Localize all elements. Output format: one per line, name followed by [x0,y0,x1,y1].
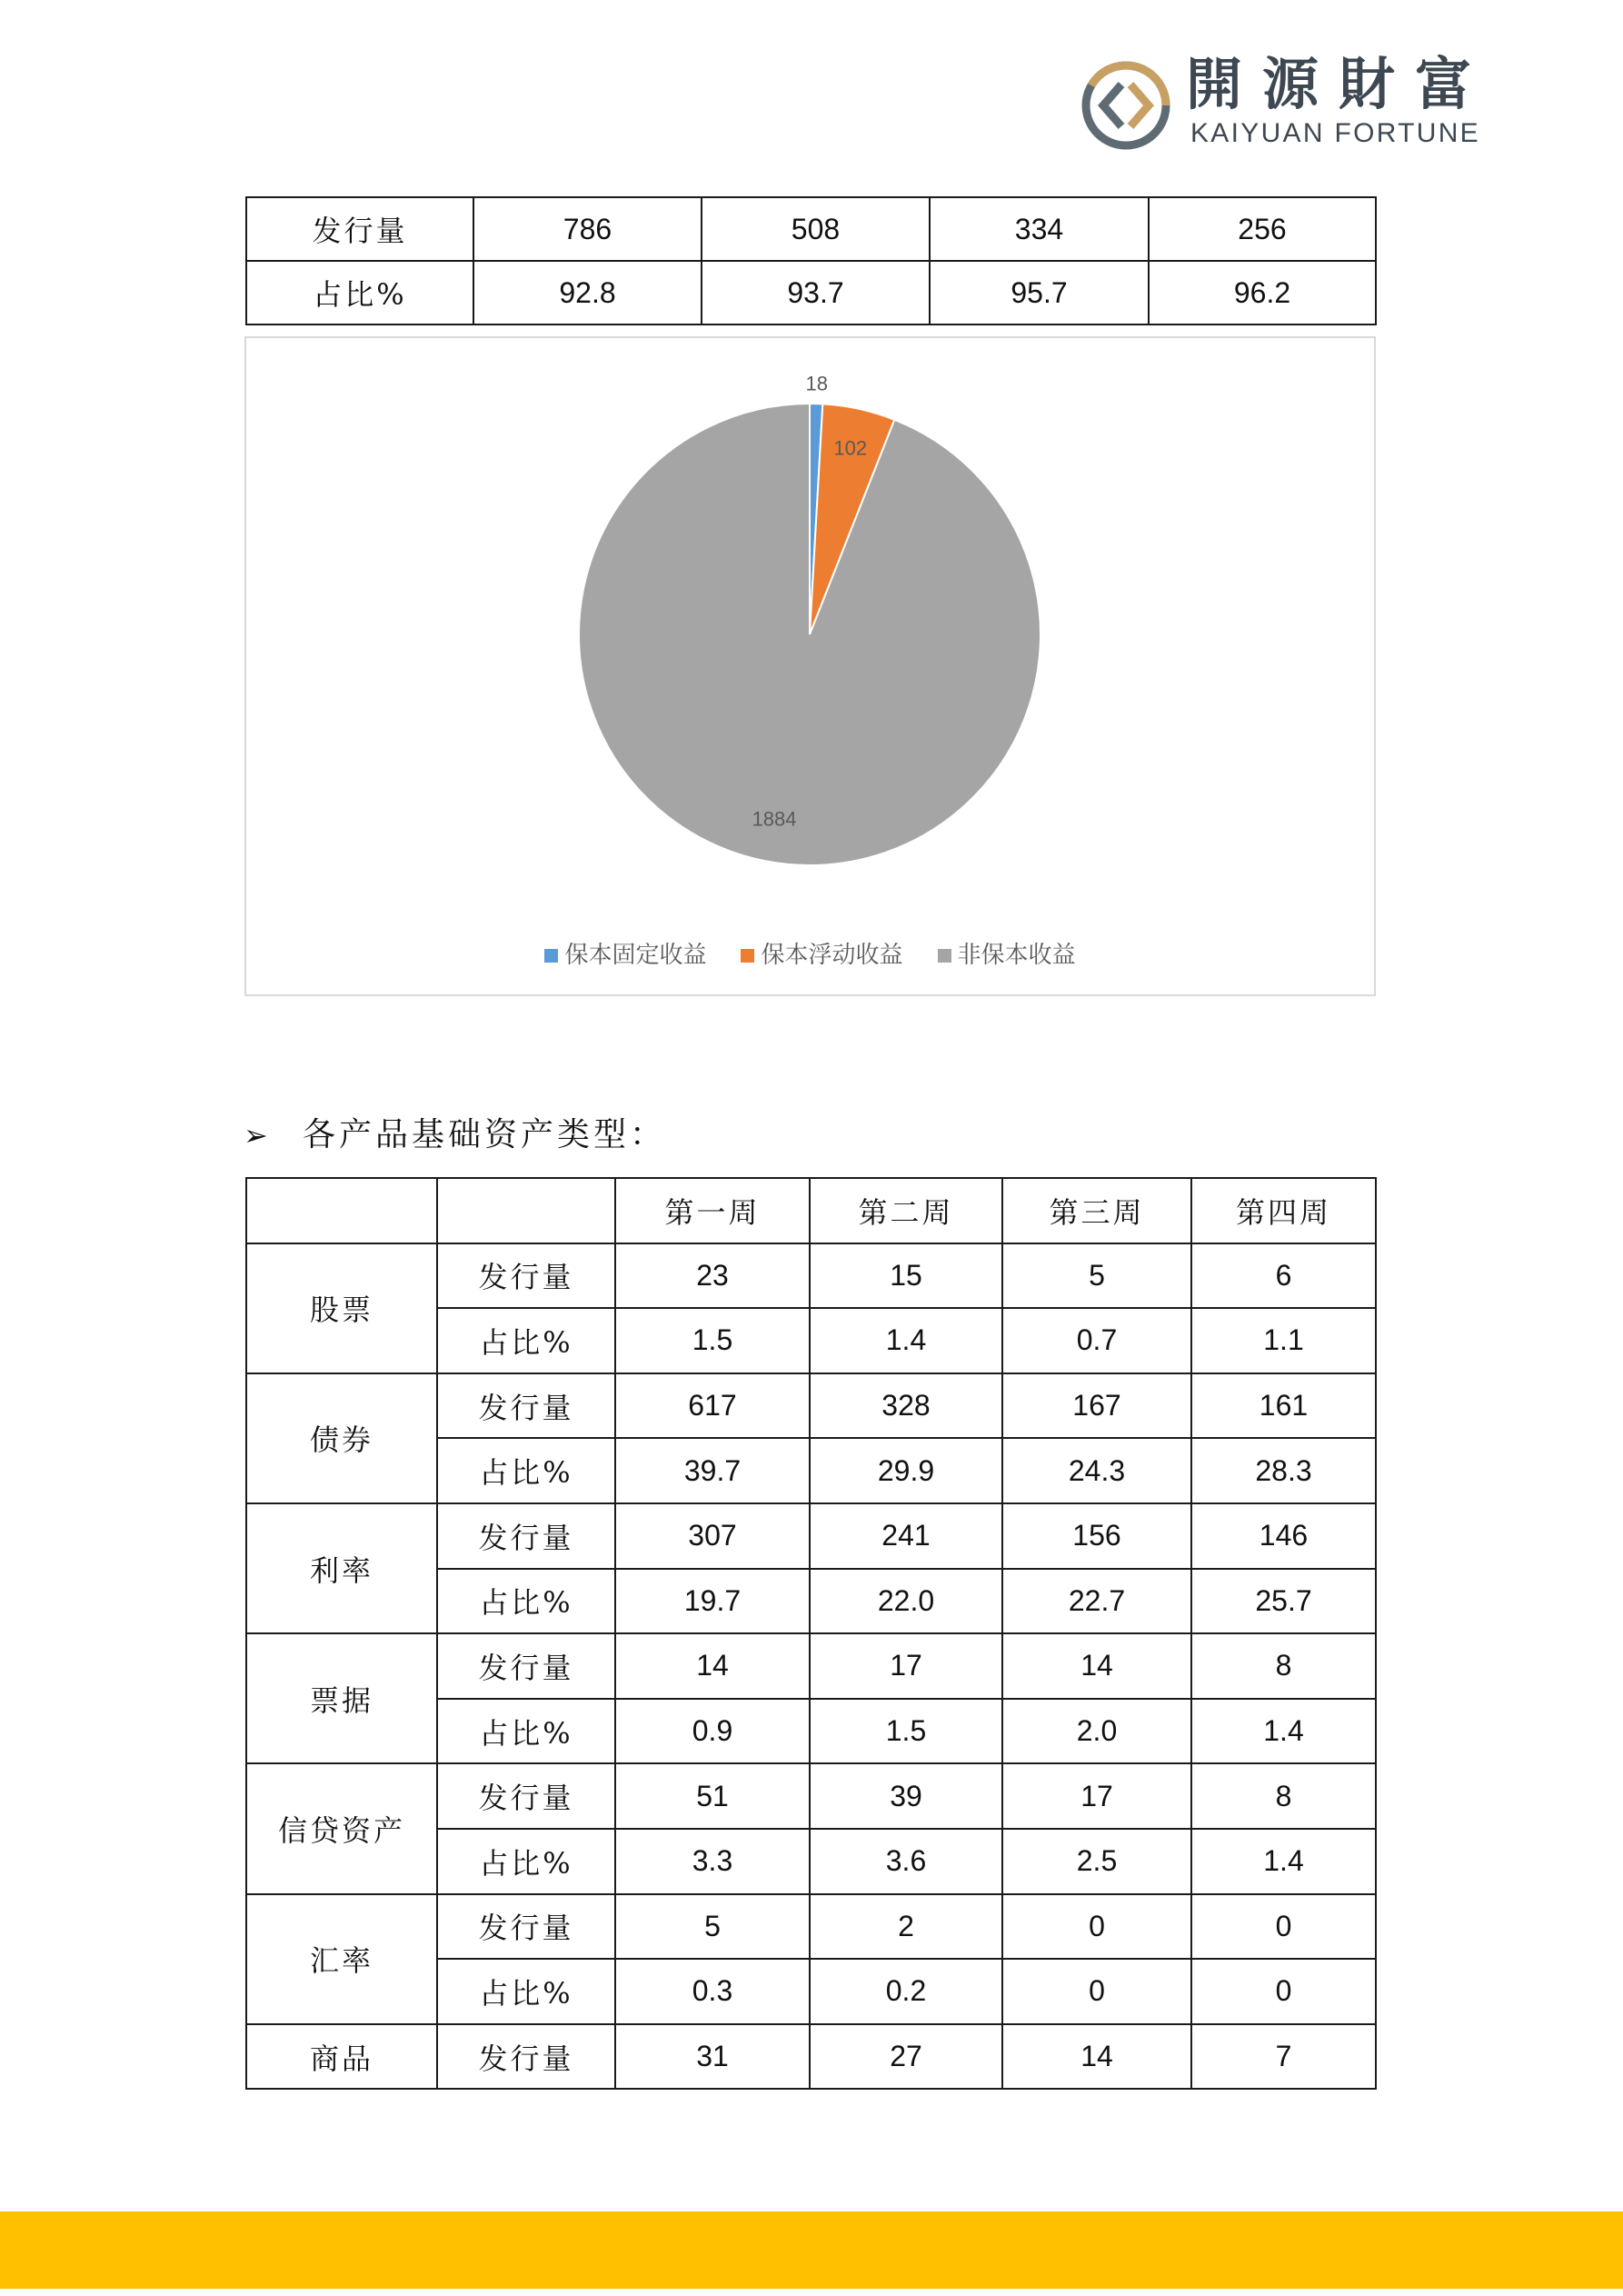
table-cell: 0.3 [615,1959,810,2024]
legend-label: 保本浮动收益 [761,942,903,969]
table-cell: 7 [1191,2024,1376,2090]
legend-swatch [741,949,754,963]
table-cell: 617 [615,1373,810,1439]
table-cell: 0 [1002,1894,1191,1960]
table-row [246,1633,1376,1699]
table-cell: 25.7 [1191,1569,1376,1634]
table-row [246,197,1376,261]
table-cell: 307 [615,1503,810,1569]
table-cell: 0 [1191,1894,1376,1960]
table-cell: 23 [615,1243,810,1309]
metric-label: 占比% [437,1569,615,1634]
table-cell: 93.7 [702,261,930,324]
pie-data-label: 102 [833,436,868,460]
pie-data-label: 1884 [752,807,797,831]
asset-group-label: 商品 [246,2024,437,2090]
table-cell: 167 [1002,1373,1191,1439]
pie-chart-plot [246,338,1374,920]
table-cell: 8 [1191,1633,1376,1699]
pie-chart [244,336,1376,996]
table-cell: 31 [615,2024,810,2090]
metric-label: 发行量 [437,1243,615,1309]
table-row [246,1894,1376,1960]
table-cell: 786 [473,197,702,261]
legend-swatch [544,949,558,963]
table-cell: 1.5 [810,1699,1002,1764]
issuance-summary-table [245,196,1377,325]
table-cell: 29.9 [810,1438,1002,1503]
metric-label: 发行量 [437,1633,615,1699]
kaiyuan-logo-icon [1080,60,1171,151]
asset-type-table [245,1177,1377,2090]
table-cell: 39 [810,1763,1002,1829]
legend-item [741,942,902,969]
table-cell: 1.4 [810,1308,1002,1373]
summary-table-body [246,197,1376,324]
metric-label: 发行量 [437,1763,615,1829]
table-cell: 0 [1191,1959,1376,2024]
table-cell: 6 [1191,1243,1376,1309]
logo-right-chevron [1130,85,1149,126]
table-cell: 0.2 [810,1959,1002,2024]
footer-bar [0,2211,1623,2289]
logo-gold-arc [1091,65,1166,105]
table-cell: 0.9 [615,1699,810,1764]
column-header: 第一周 [615,1178,810,1243]
table-cell: 51 [615,1763,810,1829]
table-cell: 0.7 [1002,1308,1191,1373]
table-cell: 95.7 [930,261,1149,324]
table-cell: 156 [1002,1503,1191,1569]
table-cell: 1.5 [615,1308,810,1373]
table-cell: 17 [810,1633,1002,1699]
table-cell: 146 [1191,1503,1376,1569]
table-cell: 15 [810,1243,1002,1309]
header-row [246,1178,1376,1243]
arrow-bullet-icon: ➢ [244,1118,268,1153]
table-cell: 5 [1002,1243,1191,1309]
table-cell: 14 [1002,2024,1191,2090]
table-row [246,1373,1376,1439]
table-cell: 3.6 [810,1829,1002,1894]
table-row [246,1503,1376,1569]
table-cell: 2 [810,1894,1002,1960]
table-cell: 0 [1002,1959,1191,2024]
logo-left-chevron [1103,85,1121,126]
legend-swatch [938,949,951,963]
chart-legend [246,942,1374,969]
table-row [246,261,1376,324]
section-heading: 各产品基础资产类型： [303,1116,667,1153]
table-cell: 14 [615,1633,810,1699]
table-cell: 328 [810,1373,1002,1439]
table-cell: 22.0 [810,1569,1002,1634]
table-cell: 92.8 [473,261,702,324]
asset-group-label: 信贷资产 [246,1763,437,1893]
table-cell: 3.3 [615,1829,810,1894]
asset-group-label: 利率 [246,1503,437,1633]
metric-label: 占比% [437,1438,615,1503]
table-cell: 161 [1191,1373,1376,1439]
table-cell: 27 [810,2024,1002,2090]
table-cell: 5 [615,1894,810,1960]
table-cell: 96.2 [1149,261,1376,324]
metric-label: 占比% [437,1699,615,1764]
table-row [246,1243,1376,1309]
legend-item [938,942,1076,969]
metric-label: 发行量 [437,1503,615,1569]
table-cell: 14 [1002,1633,1191,1699]
table-cell: 17 [1002,1763,1191,1829]
column-header [437,1178,615,1243]
table-cell: 241 [810,1503,1002,1569]
legend-item [544,942,706,969]
column-header: 第二周 [810,1178,1002,1243]
legend-label: 保本固定收益 [564,942,707,969]
table-cell: 28.3 [1191,1438,1376,1503]
table-cell: 19.7 [615,1569,810,1634]
metric-label: 发行量 [437,1894,615,1960]
table-cell: 2.5 [1002,1829,1191,1894]
brand-name-en: KAIYUAN FORTUNE [1190,118,1480,148]
column-header [246,1178,437,1243]
table-cell: 256 [1149,197,1376,261]
column-header: 第三周 [1002,1178,1191,1243]
metric-label: 占比% [437,1959,615,2024]
table-cell: 334 [930,197,1149,261]
table-cell: 1.4 [1191,1699,1376,1764]
metric-label: 发行量 [437,2024,615,2090]
row-label: 发行量 [246,197,473,261]
metric-label: 发行量 [437,1373,615,1439]
asset-group-label: 票据 [246,1633,437,1763]
asset-group-label: 股票 [246,1243,437,1373]
table-cell: 1.1 [1191,1308,1376,1373]
column-header: 第四周 [1191,1178,1376,1243]
row-label: 占比% [246,261,473,324]
table-cell: 2.0 [1002,1699,1191,1764]
pie-data-label: 18 [805,372,828,395]
table-cell: 24.3 [1002,1438,1191,1503]
brand-name-cn: 開源財富 [1186,51,1492,117]
table-cell: 8 [1191,1763,1376,1829]
metric-label: 占比% [437,1308,615,1373]
pie-slice [579,404,1041,865]
table-cell: 22.7 [1002,1569,1191,1634]
table-cell: 39.7 [615,1438,810,1503]
metric-label: 占比% [437,1829,615,1894]
table-cell: 1.4 [1191,1829,1376,1894]
asset-table-body [246,1178,1376,2089]
table-row [246,2024,1376,2090]
table-row [246,1763,1376,1829]
asset-group-label: 债券 [246,1373,437,1503]
asset-group-label: 汇率 [246,1894,437,2024]
legend-label: 非保本收益 [957,942,1076,969]
table-cell: 508 [702,197,930,261]
